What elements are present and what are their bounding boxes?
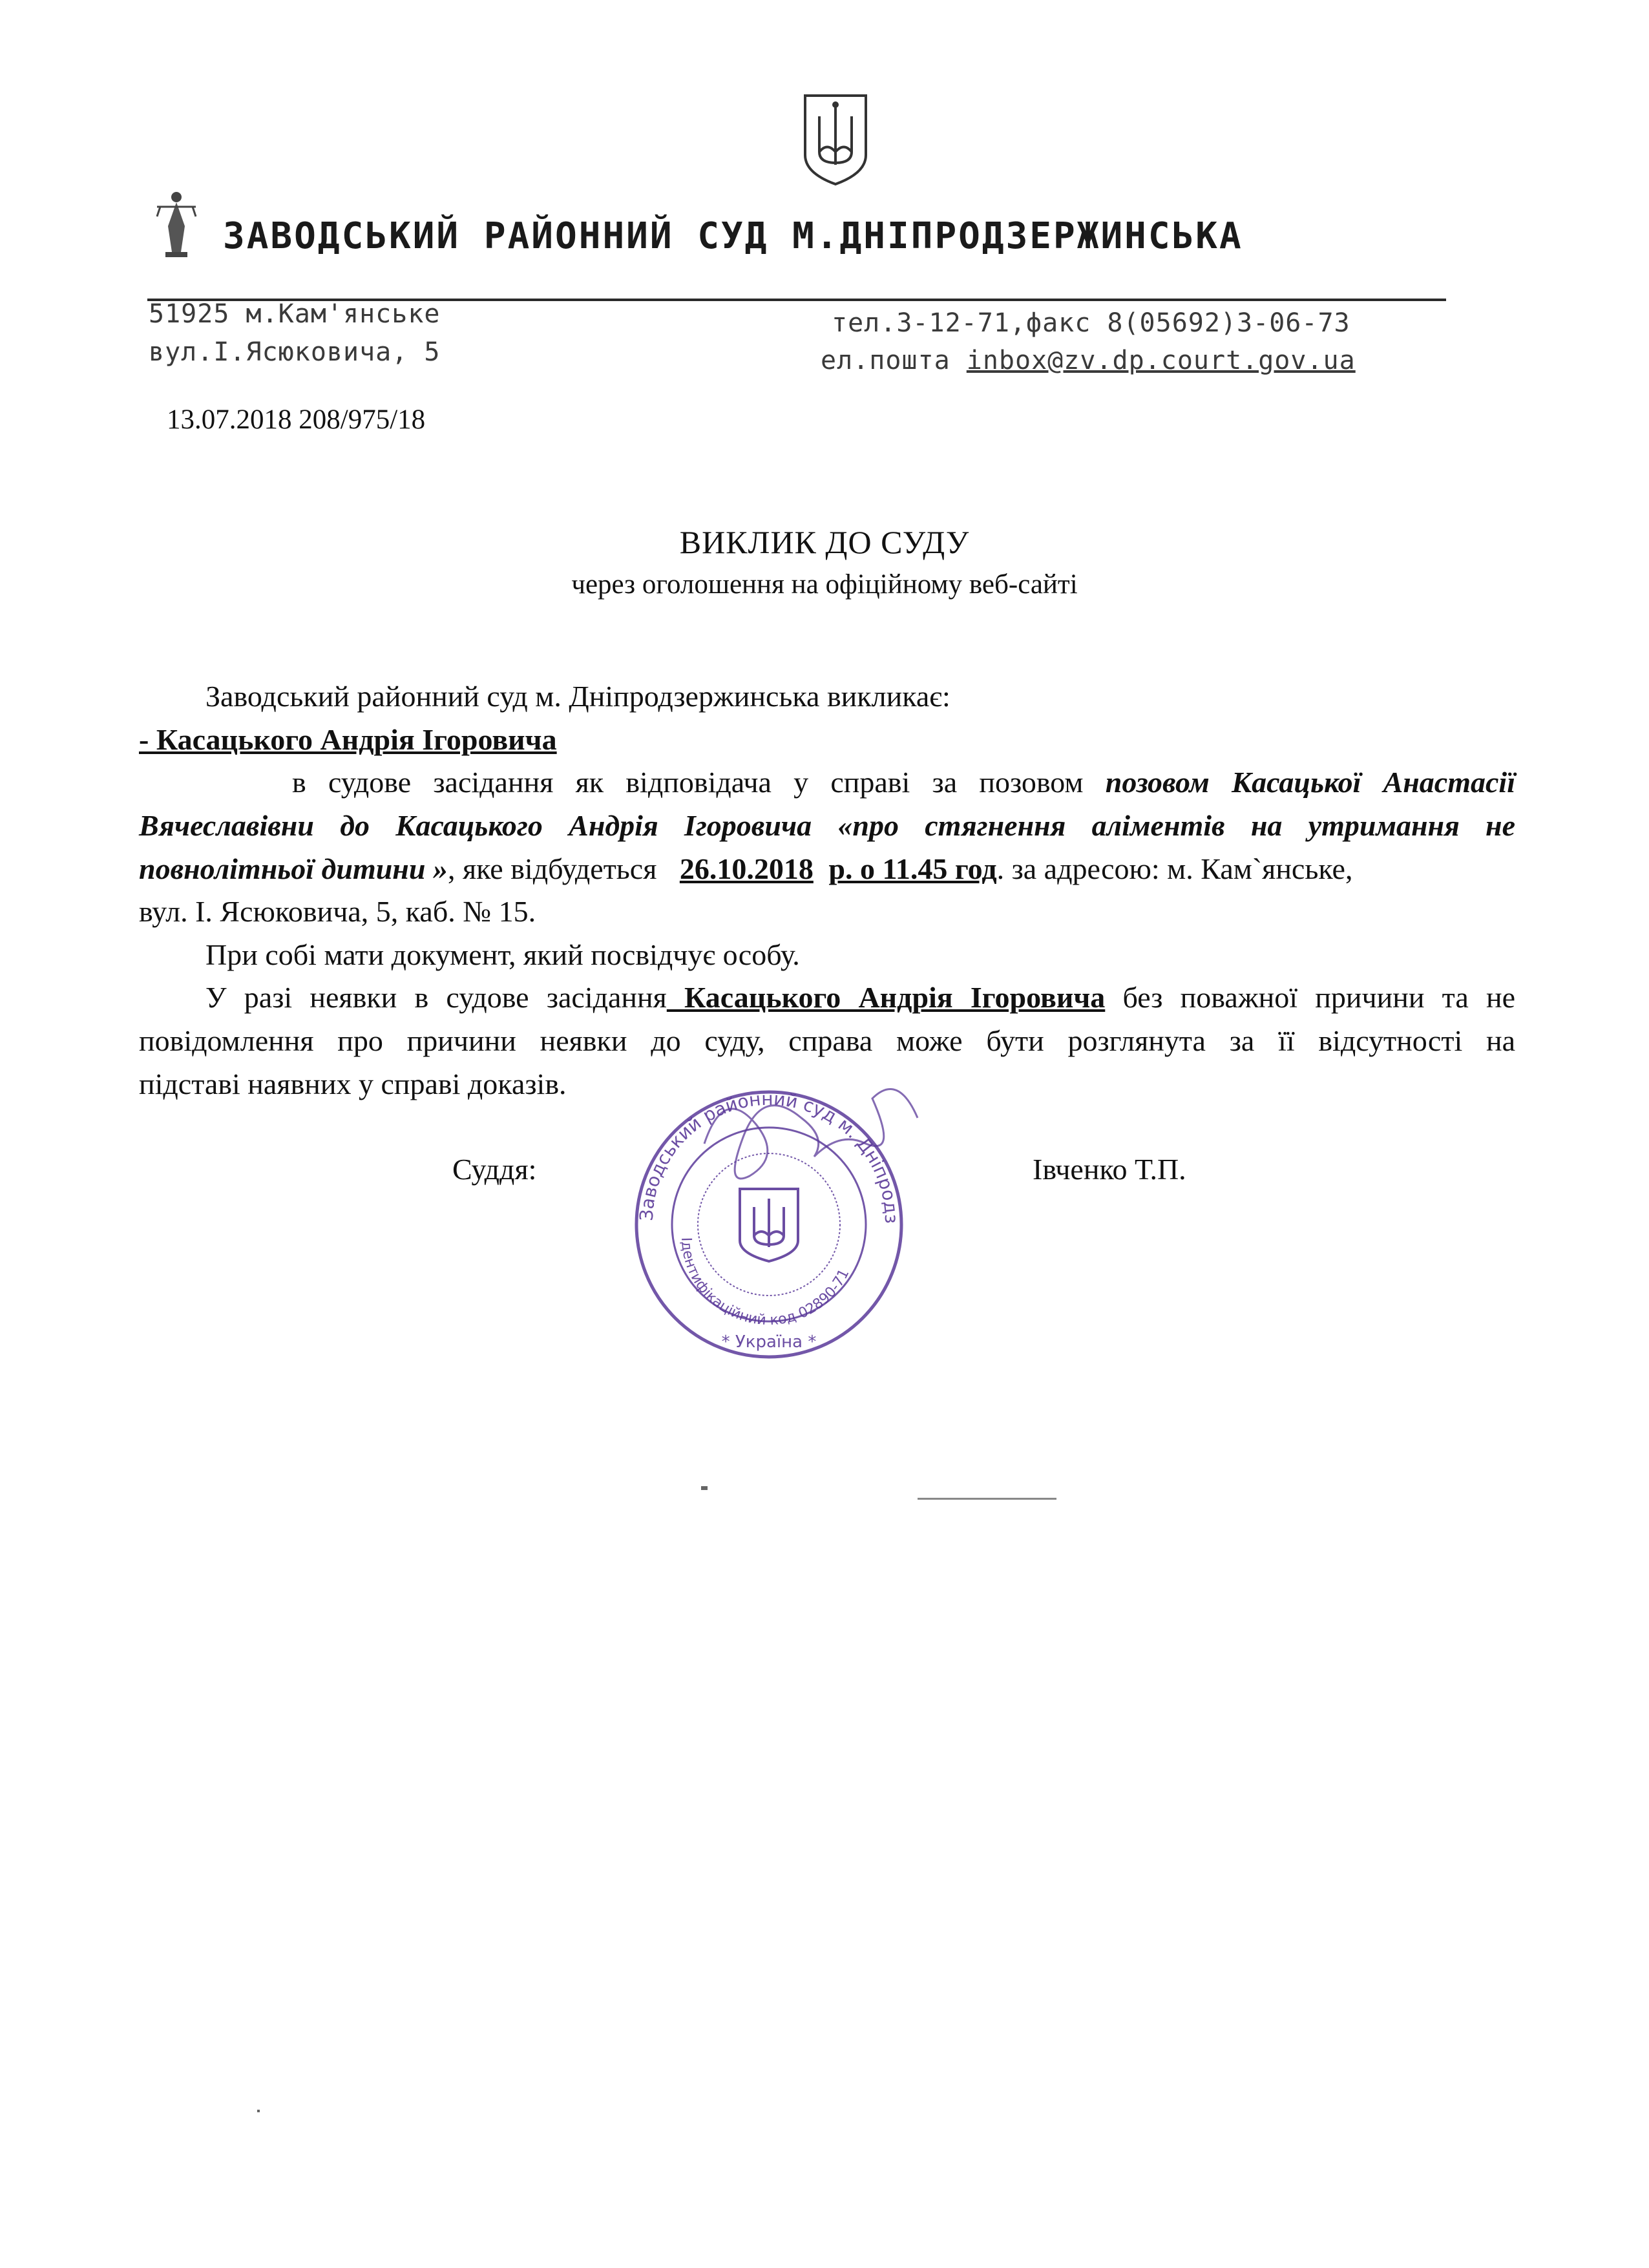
warning-text-b: без поважної причини та не: [1122, 981, 1515, 1014]
scan-speck: [701, 1486, 708, 1490]
body-warning-line-3: підставі наявних у справі доказів.: [139, 1067, 567, 1100]
court-name-header: ЗАВОДСЬКИЙ РАЙОННИЙ СУД М.ДНІПРОДЗЕРЖИНСЬКА: [223, 215, 1243, 257]
address-line-2: вул.І.Ясюковича, 5: [149, 337, 441, 367]
hearing-address: вул. І. Ясюковича, 5, каб. № 15.: [139, 895, 536, 928]
hearing-intro: , яке відбудеться: [447, 852, 657, 885]
document-title: ВИКЛИК ДО СУДУ: [679, 524, 970, 560]
id-document-note: При собі мати документ, який посвідчує особу.: [205, 938, 800, 971]
body-paragraph-line-3: [139, 851, 1515, 887]
warning-text-a: У разі неявки в судове засідання: [205, 981, 667, 1014]
svg-text:Заводський районний суд м. Дні: [594, 1060, 902, 1224]
line1-text: в судове засідання як відповідача у справі за позовом: [292, 766, 1084, 799]
stamp-country-text: * Україна *: [721, 1332, 817, 1352]
svg-text:Ідентифікаційний код 02890-71: [678, 1237, 853, 1329]
state-emblem: [800, 90, 871, 187]
judge-label: Суддя:: [452, 1153, 537, 1186]
body-warning-line-2: повідомлення про причини неявки до суду, справа може бути розглянута за її відсутності на: [139, 1024, 1515, 1057]
document-date-reference: 13.07.2018 208/975/18: [167, 404, 426, 435]
document-subtitle: через оголошення на офіційному веб-сайті: [571, 569, 1078, 600]
themis-statue-icon: [154, 187, 199, 258]
address-line-1: 51925 м.Кам'янське: [149, 299, 441, 329]
phone-fax-line: тел.3-12-71,факс 8(05692)3-06-73: [832, 308, 1350, 338]
email-link[interactable]: inbox@zv.dp.court.gov.ua: [966, 346, 1356, 375]
scan-speck: [257, 2110, 260, 2112]
body-paragraph-line-2: Вячеславівни до Касацького Андрія Ігоровича «про стягнення аліментів на утримання не: [139, 809, 1515, 842]
trident-emblem-icon: [800, 90, 871, 187]
stamp-code-text: Ідентифікаційний код 02890-71: [677, 1237, 853, 1329]
court-logo: [154, 187, 199, 258]
email-line: [821, 346, 1356, 375]
body-paragraph-line-1: [292, 764, 1515, 800]
stamp-outer-text: Заводський районний суд м. Дніпродз: [635, 1087, 903, 1224]
hearing-date: 26.10.2018: [679, 852, 814, 885]
judge-name: Івченко Т.П.: [1033, 1153, 1186, 1186]
scan-speck: [918, 1498, 1056, 1500]
email-label: ел.пошта: [821, 346, 951, 375]
court-stamp: [594, 1060, 943, 1363]
trident-stamp-icon: [740, 1189, 798, 1261]
hearing-address-intro: . за адресою: м. Кам`янське,: [996, 852, 1353, 885]
plaintiff-name: позовом Касацької Анастасії: [1105, 766, 1515, 799]
hearing-time: р. о 11.45 год: [828, 852, 997, 885]
body-intro: Заводський районний суд м. Дніпродзержинська викликає:: [205, 680, 951, 713]
body-warning-line-1: [205, 980, 1515, 1015]
case-subject-end: повнолітньої дитини »: [139, 852, 448, 885]
defendant-name: - Касацького Андрія Ігоровича: [139, 723, 557, 756]
warning-defendant-name: Касацького Андрія Ігоровича: [666, 981, 1106, 1014]
